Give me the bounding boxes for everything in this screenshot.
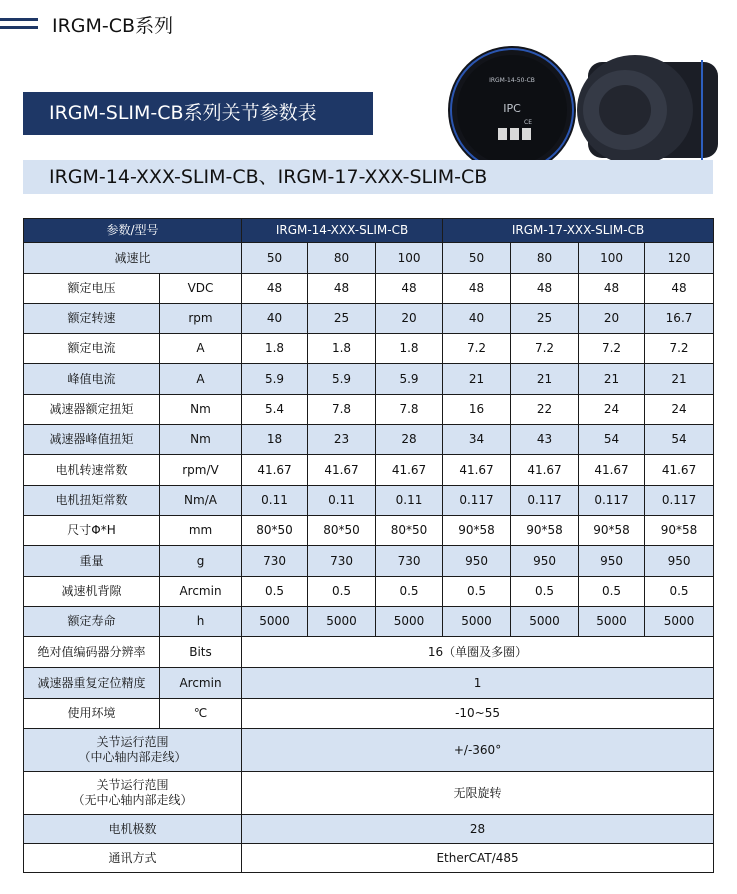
table-cell: 28: [376, 425, 443, 455]
table-cell: 48: [242, 274, 308, 304]
row-label: 电机极数: [24, 815, 242, 844]
row-unit: Arcmin: [160, 668, 242, 699]
table-cell: 0.5: [376, 577, 443, 607]
table-cell: 80*50: [376, 516, 443, 546]
table-cell: 7.8: [376, 395, 443, 425]
row-label-line2: （无中心轴内部走线）: [72, 793, 193, 807]
table-row-ratio: [24, 243, 714, 274]
table-cell: 40: [242, 304, 308, 334]
table-cell: 21: [443, 364, 511, 395]
table-row: [24, 668, 714, 699]
table-cell: 0.11: [376, 486, 443, 516]
table-row: [24, 772, 714, 815]
row-label: 尺寸Φ*H: [24, 516, 160, 546]
row-label: 减速器峰值扭矩: [24, 425, 160, 455]
product-label-ce: CE: [524, 119, 532, 126]
row-label-line2: （中心轴内部走线）: [78, 750, 187, 764]
table-cell: 0.5: [308, 577, 376, 607]
row-unit: rpm/V: [160, 455, 242, 486]
table-cell: 5000: [443, 607, 511, 637]
table-cell-span: 28: [242, 815, 714, 844]
table-cell: 0.5: [645, 577, 714, 607]
header-group-17: IRGM-17-XXX-SLIM-CB: [443, 219, 714, 243]
table-cell: 730: [308, 546, 376, 577]
table-cell: 41.67: [443, 455, 511, 486]
row-label: 绝对值编码器分辨率: [24, 637, 160, 668]
table-cell: 18: [242, 425, 308, 455]
table-cell: 730: [242, 546, 308, 577]
row-unit: ℃: [160, 699, 242, 729]
row-unit: g: [160, 546, 242, 577]
table-row: [24, 637, 714, 668]
series-decor-bars: [0, 18, 38, 34]
row-unit: rpm: [160, 304, 242, 334]
table-cell: 1.8: [308, 334, 376, 364]
table-cell: 16.7: [645, 304, 714, 334]
row-label-two-line: [24, 772, 242, 815]
table-cell-span: -10~55: [242, 699, 714, 729]
row-label: 重量: [24, 546, 160, 577]
table-cell: 100: [376, 243, 443, 274]
table-cell: 5.4: [242, 395, 308, 425]
table-cell-span: +/-360°: [242, 729, 714, 772]
table-cell: 5000: [645, 607, 714, 637]
table-cell: 100: [579, 243, 645, 274]
table-cell: 120: [645, 243, 714, 274]
table-cell: 80: [308, 243, 376, 274]
table-cell: 48: [511, 274, 579, 304]
series-title: IRGM-CB系列: [52, 15, 174, 37]
row-label: 额定转速: [24, 304, 160, 334]
table-cell: 21: [645, 364, 714, 395]
table-cell: 90*58: [579, 516, 645, 546]
table-cell: 80*50: [308, 516, 376, 546]
row-label: 减速机背隙: [24, 577, 160, 607]
table-cell: 34: [443, 425, 511, 455]
table-cell: 22: [511, 395, 579, 425]
table-cell: 0.117: [645, 486, 714, 516]
table-cell: 41.67: [645, 455, 714, 486]
row-unit: A: [160, 364, 242, 395]
table-cell: 48: [645, 274, 714, 304]
table-cell: 5000: [511, 607, 579, 637]
table-cell: 730: [376, 546, 443, 577]
table-cell: 5000: [242, 607, 308, 637]
row-unit: A: [160, 334, 242, 364]
table-cell: 25: [308, 304, 376, 334]
table-row: [24, 516, 714, 546]
row-unit: Nm/A: [160, 486, 242, 516]
table-cell: 1.8: [376, 334, 443, 364]
row-label: 额定寿命: [24, 607, 160, 637]
spec-table: [23, 218, 714, 873]
table-row: [24, 729, 714, 772]
table-banner-title: IRGM-SLIM-CB系列关节参数表: [23, 92, 373, 135]
row-label: 额定电流: [24, 334, 160, 364]
table-cell: 7.2: [511, 334, 579, 364]
row-label: 减速比: [24, 243, 242, 274]
table-cell: 0.11: [242, 486, 308, 516]
product-label-brand: IPC: [503, 102, 521, 115]
table-cell: 1.8: [242, 334, 308, 364]
table-row: [24, 815, 714, 844]
table-cell: 48: [376, 274, 443, 304]
table-cell: 90*58: [443, 516, 511, 546]
table-cell: 21: [511, 364, 579, 395]
table-cell: 16: [443, 395, 511, 425]
table-row: [24, 304, 714, 334]
table-cell: 41.67: [579, 455, 645, 486]
table-cell: 54: [579, 425, 645, 455]
table-cell: 5.9: [242, 364, 308, 395]
table-cell: 950: [579, 546, 645, 577]
row-unit: Nm: [160, 425, 242, 455]
table-cell: 0.5: [443, 577, 511, 607]
table-cell: 20: [376, 304, 443, 334]
table-cell: 24: [579, 395, 645, 425]
table-cell: 0.5: [511, 577, 579, 607]
table-cell-span: 1: [242, 668, 714, 699]
row-unit: Nm: [160, 395, 242, 425]
row-label: 通讯方式: [24, 844, 242, 873]
table-cell: 7.8: [308, 395, 376, 425]
row-label: 电机转速常数: [24, 455, 160, 486]
table-cell: 950: [511, 546, 579, 577]
header-param: 参数/型号: [24, 219, 242, 243]
row-unit: h: [160, 607, 242, 637]
table-cell: 5000: [579, 607, 645, 637]
row-unit: VDC: [160, 274, 242, 304]
table-cell-span: 无限旋转: [242, 772, 714, 815]
table-cell: 48: [443, 274, 511, 304]
table-cell: 950: [645, 546, 714, 577]
table-cell: 20: [579, 304, 645, 334]
table-row: [24, 455, 714, 486]
table-cell: 54: [645, 425, 714, 455]
table-cell: 80*50: [242, 516, 308, 546]
row-unit: Arcmin: [160, 577, 242, 607]
table-row: [24, 274, 714, 304]
product-label-model: IRGM-14-50-CB: [489, 77, 535, 84]
table-cell: 7.2: [443, 334, 511, 364]
table-row: [24, 699, 714, 729]
table-cell: 50: [242, 243, 308, 274]
product-image: [440, 40, 730, 170]
table-cell: 25: [511, 304, 579, 334]
table-cell: 48: [579, 274, 645, 304]
table-row: [24, 364, 714, 395]
row-label: 额定电压: [24, 274, 160, 304]
table-cell: 5.9: [376, 364, 443, 395]
row-label-line1: 关节运行范围: [96, 735, 169, 749]
table-cell: 40: [443, 304, 511, 334]
row-label-line1: 关节运行范围: [96, 778, 169, 792]
table-cell: 21: [579, 364, 645, 395]
table-cell: 41.67: [376, 455, 443, 486]
row-label: 峰值电流: [24, 364, 160, 395]
table-cell: 23: [308, 425, 376, 455]
table-cell-span: 16（单圈及多圈）: [242, 637, 714, 668]
row-label: 减速器额定扭矩: [24, 395, 160, 425]
table-row: [24, 334, 714, 364]
table-cell: 41.67: [308, 455, 376, 486]
table-cell: 0.117: [443, 486, 511, 516]
row-unit: Bits: [160, 637, 242, 668]
model-title-bar: IRGM-14-XXX-SLIM-CB、IRGM-17-XXX-SLIM-CB: [23, 160, 713, 194]
table-row: [24, 546, 714, 577]
table-cell: 50: [443, 243, 511, 274]
table-cell: 0.117: [511, 486, 579, 516]
table-cell: 7.2: [645, 334, 714, 364]
table-row: [24, 577, 714, 607]
table-cell: 0.5: [242, 577, 308, 607]
table-header-row: [24, 219, 714, 243]
table-row: [24, 607, 714, 637]
table-cell: 950: [443, 546, 511, 577]
table-cell: 5000: [308, 607, 376, 637]
table-cell: 0.117: [579, 486, 645, 516]
table-cell: 24: [645, 395, 714, 425]
table-cell: 5.9: [308, 364, 376, 395]
table-cell: 48: [308, 274, 376, 304]
table-cell: 90*58: [645, 516, 714, 546]
table-cell: 43: [511, 425, 579, 455]
table-cell: 5000: [376, 607, 443, 637]
table-cell: 7.2: [579, 334, 645, 364]
table-row: [24, 395, 714, 425]
table-cell: 41.67: [511, 455, 579, 486]
table-row: [24, 486, 714, 516]
row-unit: mm: [160, 516, 242, 546]
row-label: 使用环境: [24, 699, 160, 729]
table-cell: 90*58: [511, 516, 579, 546]
table-cell: 41.67: [242, 455, 308, 486]
table-cell: 0.5: [579, 577, 645, 607]
table-cell: 80: [511, 243, 579, 274]
table-cell: 0.11: [308, 486, 376, 516]
row-label: 减速器重复定位精度: [24, 668, 160, 699]
row-label-two-line: [24, 729, 242, 772]
table-row: [24, 844, 714, 873]
table-row: [24, 425, 714, 455]
row-label: 电机扭矩常数: [24, 486, 160, 516]
table-cell-span: EtherCAT/485: [242, 844, 714, 873]
header-group-14: IRGM-14-XXX-SLIM-CB: [242, 219, 443, 243]
